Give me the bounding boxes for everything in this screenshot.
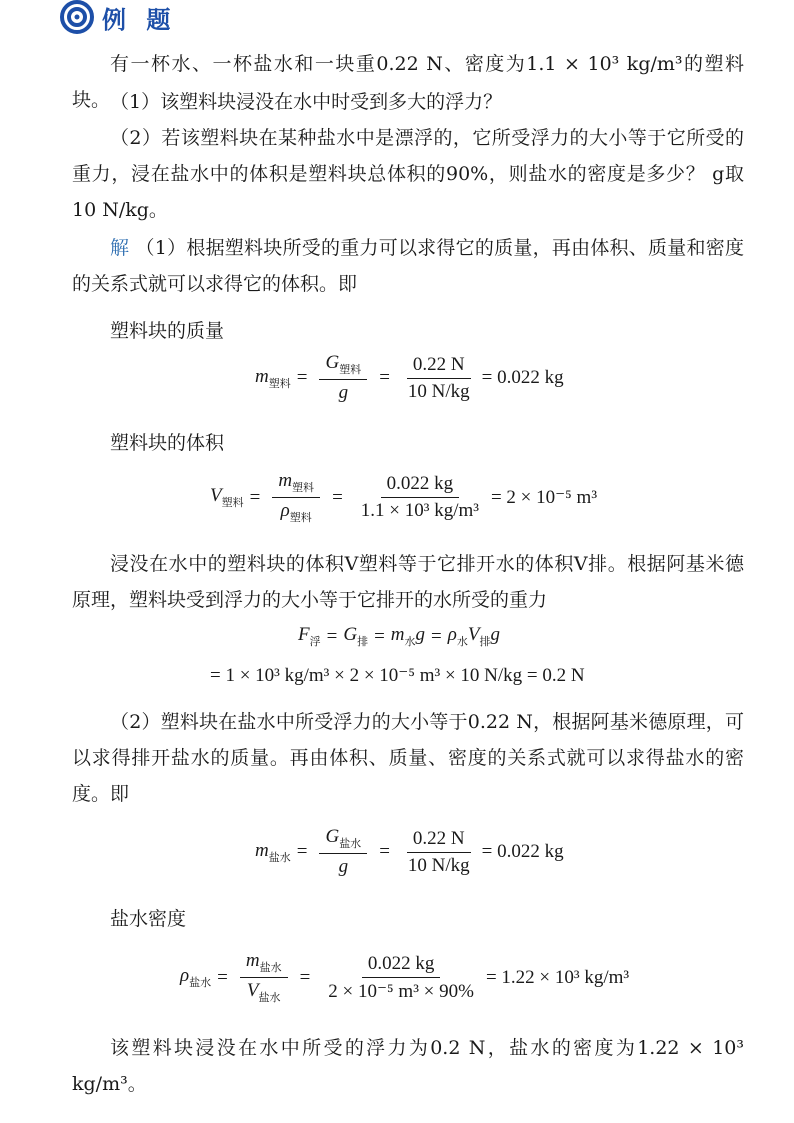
equation-plastic-mass: $m_{塑料}$ = $\frac{G_{塑料}}{g}$ = $\frac{0.22 N}{10 N/kg}$ = 0.022 kg [255, 352, 564, 403]
equation-buoyancy-line-2: = 1 × 10³ kg/m³ × 2 × 10⁻⁵ m³ × 10 N/kg = 0.2 N [210, 665, 585, 686]
fraction-mass-over-density [355, 473, 485, 522]
fraction-msalt-over-vsalt: $\frac{m_{盐水}}{V_{盐水}}$ [240, 950, 288, 1005]
sub-plastic-rho: 塑料 [289, 511, 312, 524]
fraction-m-over-rho: $\frac{m_{塑料}}{\rho_{塑料}}$ [272, 470, 320, 525]
eq1-denominator: 10 N/kg [407, 380, 470, 402]
example-badge-icon [60, 0, 94, 34]
fraction-mass-over-volume-salt [322, 953, 480, 1003]
sub-salt-rho: 盐水 [189, 976, 212, 989]
sub-water-m: 水 [404, 635, 416, 648]
sub-salt-g: 盐水 [339, 837, 362, 850]
eq1-numerator: 0.22 N [407, 354, 471, 379]
eq2-denominator: 1.1 × 10³ kg/m³ [360, 500, 479, 521]
fraction-weight-salt [402, 828, 476, 877]
sub-plastic-v: 塑料 [221, 496, 244, 509]
label-salt-density: 盐水密度 [110, 908, 187, 930]
sub-plastic-g: 塑料 [339, 363, 362, 376]
eq5-numerator: 0.022 kg [362, 953, 441, 978]
fraction-gsalt-over-g: $\frac{G_{盐水}}{g}$ [319, 826, 367, 878]
sub-disp-g: 排 [357, 635, 369, 648]
eq4-result: = 0.022 kg [481, 841, 564, 862]
label-plastic-mass: 塑料块的质量 [110, 320, 225, 342]
sub-salt-m2: 盐水 [259, 961, 282, 974]
problem-question-2: （2）若该塑料块在某种盐水中是漂浮的，它所受浮力的大小等于它所受的重力，浸在盐水中的体积是塑料块总体积的90%，则盐水的密度是多少？ g取10 N/kg。 [72, 127, 744, 221]
eq5-result: = 1.22 × 10³ kg/m³ [485, 966, 630, 988]
sub-salt-m: 盐水 [268, 850, 291, 864]
solution-part-1-text: （1）根据塑料块所受的重力可以求得它的质量，再由体积、质量和密度的关系式就可以求得它的体积。即 [72, 237, 744, 295]
solution-part-1 [72, 230, 744, 302]
example-title: 例 题 [102, 5, 177, 34]
sub-plastic: 塑料 [268, 376, 291, 390]
label-plastic-volume: 塑料块的体积 [110, 432, 225, 454]
eq2-numerator: 0.022 kg [381, 473, 460, 498]
solution-part-2: （2）塑料块在盐水中所受浮力的大小等于0.22 N，根据阿基米德原理，可以求得排开盐水的质量。再由体积、质量、密度的关系式就可以求得盐水的密度。即 [72, 711, 744, 805]
solution-buoyancy-text: 浸没在水中的塑料块的体积V塑料等于它排开水的体积V排。根据阿基米德原理，塑料块受到浮力的大小等于它排开的水所受的重力 [72, 553, 744, 611]
equation-plastic-volume: $V_{塑料}$ = $\frac{m_{塑料}}{\rho_{塑料}}$ = $\frac{0.022 kg}{\text{1.1 × 10³ kg/m³}}$ = 2 × 10⁻⁵ m³ [210, 470, 598, 524]
fraction-g-over-g: $\frac{G_{塑料}}{g}$ [319, 352, 367, 404]
example-header [60, 0, 176, 34]
solution-label: 解 [110, 237, 130, 259]
fraction-weight-over-g [402, 354, 476, 403]
problem-question-1: （1）该塑料块浸没在水中时受到多大的浮力？ [110, 91, 503, 113]
problem-intro: 有一杯水、一杯盐水和一块重0.22 N、密度为1.1 × 10³ kg/m³的塑料块。 [72, 53, 744, 111]
eq4-denominator: 10 N/kg [407, 854, 470, 876]
eq1-result: = 0.022 kg [481, 367, 564, 388]
sub-water-rho: 水 [456, 635, 468, 648]
eq5-denominator: 2 × 10⁻⁵ m³ × 90% [328, 980, 474, 1002]
sub-salt-v: 盐水 [258, 991, 281, 1004]
equation-salt-mass: $m_{盐水}$ = $\frac{G_{盐水}}{g}$ = $\frac{0.22 N}{10 N/kg}$ = 0.022 kg [255, 826, 564, 877]
eq2-result: = 2 × 10⁻⁵ m³ [490, 487, 598, 508]
eq4-numerator: 0.22 N [407, 828, 471, 853]
equation-salt-density: $\rho_{盐水}$ = $\frac{m_{盐水}}{V_{盐水}}$ = $\frac{0.022 kg}{\text{2 × 10⁻⁵ m³ × 90\%}}$ = 1.22 × 10³ kg/m³ [180, 950, 630, 1004]
sub-float: 浮 [309, 635, 321, 648]
sub-plastic-m2: 塑料 [292, 481, 315, 494]
sub-disp-v: 排 [479, 635, 491, 648]
equation-buoyancy-line-1: $F_浮$ = $G_排$ = $m_水g$ = $\rho_水V_排g$ [298, 624, 500, 648]
solution-conclusion: 该塑料块浸没在水中所受的浮力为0.2 N，盐水的密度为1.22 × 10³ kg/m³。 [72, 1037, 744, 1095]
